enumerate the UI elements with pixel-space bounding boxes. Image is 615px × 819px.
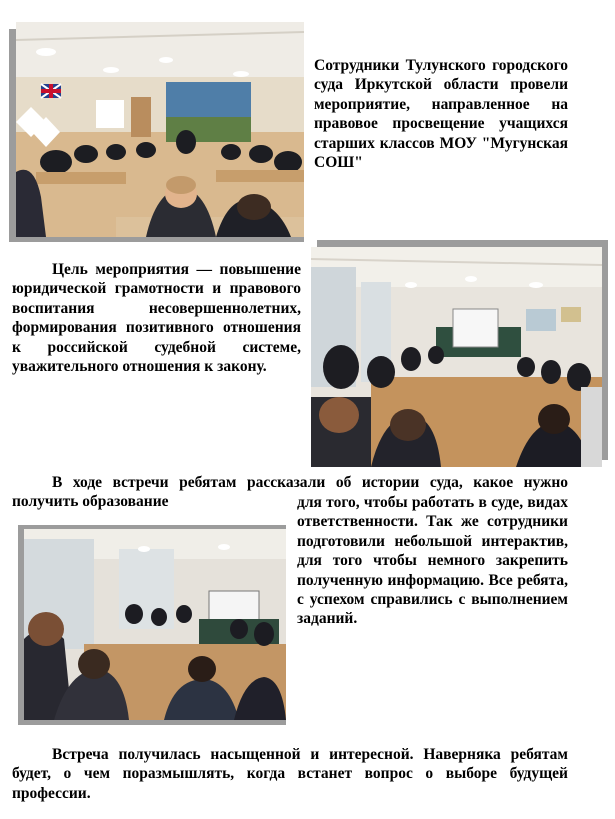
meeting-paragraph-rest: для того, чтобы работать в суде, видах ответственности. Так же сотрудники подготовили небольшой интерактив, для того чтобы немного закрепить полученную информацию. Все ребята, с успехом справились с выполнением заданий. — [297, 494, 568, 628]
goal-paragraph: Цель мероприятия — повышение юридической грамотности и правового воспитания несовершеннолетних, формирования позитивного отношения к российской судебной системе, уважительного отношения к закону. — [12, 261, 301, 376]
meeting-paragraph-top: В ходе встречи ребятам рассказали об истории суда, какое нужно получить образование — [12, 474, 568, 511]
classroom-students-writing-photo — [16, 22, 304, 237]
intro-paragraph: Сотрудники Тулунского городского суда Иркутской области провели мероприятие, направленное на правовое просвещение учащихся старших классов МОУ "Мугунская СОШ" — [314, 57, 568, 172]
conclusion-paragraph: Встреча получилась насыщенной и интересной. Наверняка ребятам будет, о чем поразмышлять, когда встанет вопрос о выборе будущей профессии. — [12, 746, 568, 802]
classroom-audience-photo — [24, 529, 286, 720]
classroom-presentation-photo — [311, 247, 602, 467]
